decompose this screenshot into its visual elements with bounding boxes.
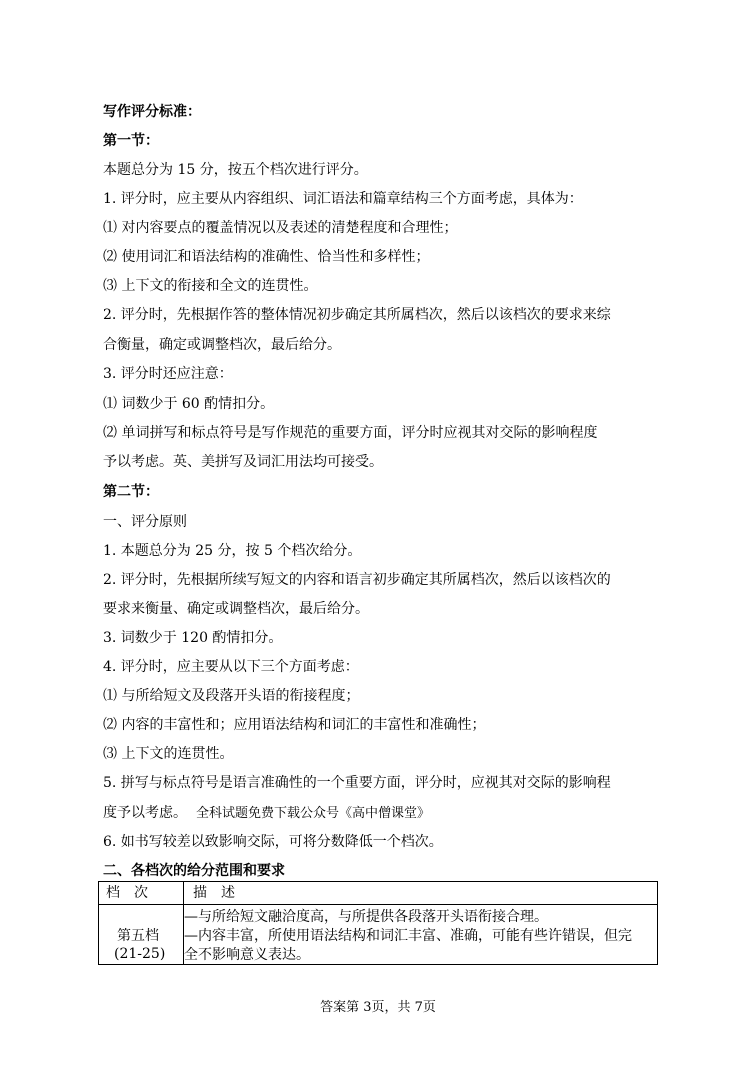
section1-line: 予以考虑。英、美拼写及词汇用法均可接受。 <box>103 454 383 470</box>
grading-table <box>98 881 658 965</box>
section1-heading: 第一节： <box>103 133 159 149</box>
description-line: —与所给短文融洽度高，与所提供各段落开头语衔接合理。 <box>184 909 548 925</box>
section1-line: ⑵ 使用词汇和语法结构的准确性、恰当性和多样性； <box>103 249 430 265</box>
section1-line: 本题总分为 15 分，按五个档次进行评分。 <box>103 162 368 178</box>
section1-line: ⑴ 对内容要点的覆盖情况以及表述的清楚程度和合理性； <box>103 220 458 236</box>
description-line: —内容丰富，所使用语法结构和词汇丰富、准确，可能有些许错误，但完 <box>184 928 632 944</box>
section2-subheading: 二、各档次的给分范围和要求 <box>103 863 285 879</box>
document-title: 写作评分标准： <box>103 104 201 120</box>
table-row-grade-cell <box>99 905 183 965</box>
section2-line: 6. 如书写较差以致影响交际，可将分数降低一个档次。 <box>103 834 443 850</box>
section1-line: 3. 评分时还应注意： <box>103 366 233 382</box>
section2-line: 3. 词数少于 120 酌情扣分。 <box>103 630 283 646</box>
page-footer: 答案第 3页，共 7页 <box>320 1000 436 1015</box>
section2-line: 要求来衡量、确定或调整档次，最后给分。 <box>103 601 369 617</box>
section2-line: 1. 本题总分为 25 分，按 5 个档次给分。 <box>103 543 362 559</box>
description-line: 全不影响意义表达。 <box>184 947 310 963</box>
table-header-grade: 档 次 <box>106 885 148 901</box>
section1-line: 2. 评分时，先根据作答的整体情况初步确定其所属档次，然后以该档次的要求来综 <box>103 307 611 323</box>
section2-line: ⑴ 与所给短文及段落开头语的衔接程度； <box>103 688 360 704</box>
section2-line: 2. 评分时，先根据所续写短文的内容和语言初步确定其所属档次，然后以该档次的 <box>103 572 611 588</box>
table-row-description-cell <box>184 905 658 965</box>
table-header-description: 描 述 <box>193 885 235 901</box>
section1-line: ⑴ 词数少于 60 酌情扣分。 <box>103 396 275 412</box>
grade-range: (21-25) <box>114 946 166 962</box>
section2-line: 度予以考虑。 <box>103 805 187 821</box>
grade-label: 第五档 <box>117 928 159 944</box>
promo-notice: 全科试题免费下载公众号《高中僧课堂》 <box>196 806 431 821</box>
section2-line: ⑶ 上下文的连贯性。 <box>103 746 234 762</box>
section1-line: 合衡量，确定或调整档次，最后给分。 <box>103 337 341 353</box>
section2-line: 4. 评分时，应主要从以下三个方面考虑： <box>103 659 359 675</box>
section1-line: 1. 评分时，应主要从内容组织、词汇语法和篇章结构三个方面考虑，具体为： <box>103 191 583 207</box>
section2-line: ⑵ 内容的丰富性和；应用语法结构和词汇的丰富性和准确性； <box>103 717 486 733</box>
section2-line: 一、评分原则 <box>103 514 187 530</box>
section2-heading: 第二节： <box>103 484 159 500</box>
section1-line: ⑵ 单词拼写和标点符号是写作规范的重要方面，评分时应视其对交际的影响程度 <box>103 425 598 441</box>
section1-line: ⑶ 上下文的衔接和全文的连贯性。 <box>103 278 318 294</box>
section2-line: 5. 拼写与标点符号是语言准确性的一个重要方面，评分时，应视其对交际的影响程 <box>103 775 611 791</box>
